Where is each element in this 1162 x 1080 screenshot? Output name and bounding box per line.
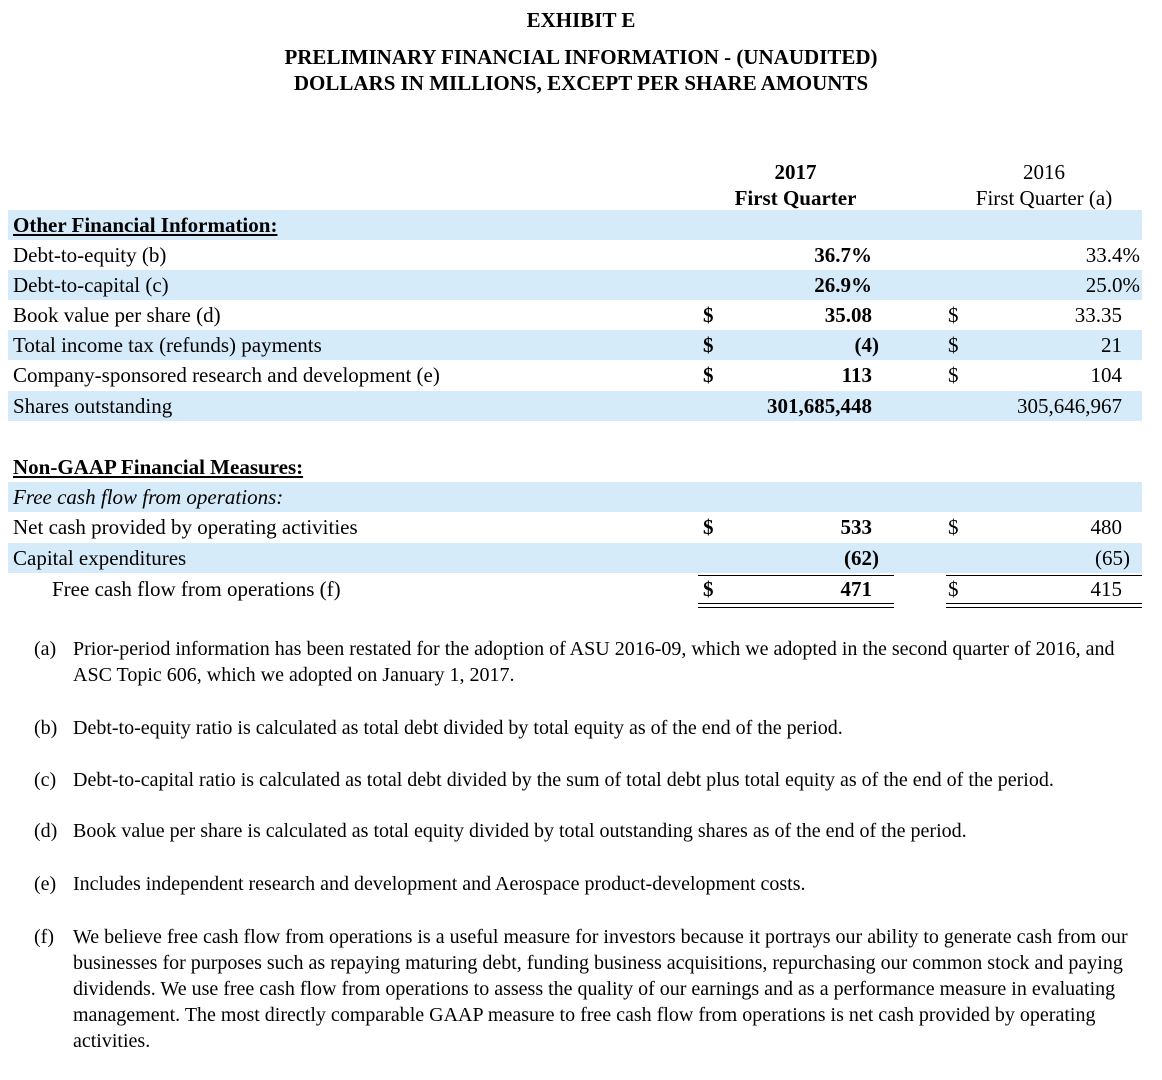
value-2017: 533: [840, 515, 872, 539]
report-title-line2: DOLLARS IN MILLIONS, EXCEPT PER SHARE AMOUNTS: [293, 71, 869, 95]
row-label: Free cash flow from operations (f): [52, 577, 341, 601]
table-row: [8, 543, 1142, 573]
value-2017: 471: [840, 577, 872, 601]
footnote: [34, 767, 1144, 793]
dollar-sign-2017: $: [703, 303, 714, 327]
value-2016: 415: [1090, 577, 1122, 601]
footnote: [34, 818, 1144, 844]
footnote-text: Includes independent research and development and Aerospace product-development costs.: [73, 873, 806, 895]
table-row: [8, 300, 1142, 330]
row-label: Debt-to-equity (b): [13, 243, 167, 267]
dollar-sign-2017: $: [703, 577, 714, 601]
value-2016: (65): [1095, 546, 1130, 570]
value-2017: 36.7%: [814, 243, 872, 267]
row-label: Shares outstanding: [13, 394, 173, 418]
subsection-header: [8, 482, 1142, 512]
column-header-2017: [698, 159, 893, 211]
section-header-other-financial: [8, 210, 1142, 240]
footnote-marker: (d): [34, 820, 58, 842]
footnote-text: Debt-to-capital ratio is calculated as total debt divided by the sum of total debt plus total equity as of the end of the period.: [73, 769, 1054, 791]
footnote: [34, 871, 1144, 897]
table-row: [8, 360, 1142, 390]
dollar-sign-2016: $: [948, 303, 959, 327]
column-year-2017: 2017: [774, 160, 817, 184]
section-title: Non-GAAP Financial Measures:: [13, 455, 304, 479]
dollar-sign-2017: $: [703, 363, 714, 387]
footnote-text: Debt-to-equity ratio is calculated as total debt divided by total equity as of the end of the period.: [73, 717, 843, 739]
row-label: Total income tax (refunds) payments: [13, 333, 322, 357]
total-double-rule-2017-top: [698, 603, 894, 604]
dollar-sign-2016: $: [948, 577, 959, 601]
column-year-2016: 2016: [1023, 160, 1065, 184]
value-2016: 25.0%: [1085, 273, 1140, 297]
column-period-2017: First Quarter: [735, 186, 857, 213]
footnote-marker: (e): [34, 873, 57, 895]
dollar-sign-2017: $: [703, 515, 714, 539]
table-row: [8, 330, 1142, 360]
total-double-rule-2016-top: [946, 603, 1142, 604]
value-2016: 480: [1090, 515, 1122, 539]
row-label: Company-sponsored research and development (e): [13, 363, 440, 387]
column-header-2016: [946, 159, 1142, 211]
footnote-marker: (a): [34, 638, 57, 660]
section-header-non-gaap: [8, 452, 1142, 482]
footnote-text: We believe free cash flow from operations is a useful measure for investors because it portrays our ability to generate cash from our businesses for purposes such as repaying maturing debt, funding business acquisitions, repurchasing our common stock and paying dividends. We use free cash flow from operations to assess the quality of our earnings and as a performance measure in evaluating management. The most directly comparable GAAP measure to free cash flow from operations is net cash provided by operating activities.: [73, 926, 1128, 1052]
value-2017: (62): [844, 546, 879, 570]
value-2017: 113: [841, 363, 872, 387]
row-label: Book value per share (d): [13, 303, 221, 327]
value-2017: 35.08: [824, 303, 872, 327]
table-row: [8, 512, 1142, 542]
table-row-total: [8, 574, 1142, 604]
footnote-text: Prior-period information has been restated for the adoption of ASU 2016-09, which we adopted in the second quarter of 2016, and ASC Topic 606, which we adopted on January 1, 2017.: [73, 638, 1115, 686]
table-row: [8, 270, 1142, 300]
value-2016: 305,646,967: [1017, 394, 1122, 418]
value-2017: (4): [854, 333, 879, 357]
dollar-sign-2016: $: [948, 333, 959, 357]
table-row: [8, 240, 1142, 270]
total-double-rule-2017-bottom: [698, 607, 894, 608]
dollar-sign-2017: $: [703, 333, 714, 357]
value-2016: 104: [1090, 363, 1122, 387]
table-row: [8, 391, 1142, 421]
dollar-sign-2016: $: [948, 363, 959, 387]
footnote: [34, 636, 1144, 688]
value-2017: 26.9%: [814, 273, 872, 297]
subsection-title: Free cash flow from operations:: [13, 485, 284, 509]
footnote-text: Book value per share is calculated as total equity divided by total outstanding shares as of the end of the period.: [73, 820, 967, 842]
footnote-marker: (c): [34, 769, 57, 791]
value-2016: 33.35: [1074, 303, 1122, 327]
footnote-marker: (f): [34, 926, 54, 948]
value-2016: 33.4%: [1085, 243, 1140, 267]
exhibit-title: EXHIBIT E: [526, 8, 636, 32]
report-title-line1: PRELIMINARY FINANCIAL INFORMATION - (UNAUDITED): [284, 45, 878, 69]
value-2016: 21: [1101, 333, 1122, 357]
footnote: [34, 924, 1144, 1054]
dollar-sign-2016: $: [948, 515, 959, 539]
total-double-rule-2016-bottom: [946, 607, 1142, 608]
column-period-2016: First Quarter (a): [976, 186, 1112, 213]
section-title: Other Financial Information:: [13, 213, 278, 237]
row-label: Net cash provided by operating activities: [13, 515, 358, 539]
row-label: Debt-to-capital (c): [13, 273, 169, 297]
footnote-marker: (b): [34, 717, 58, 739]
report-title: [0, 44, 1162, 96]
value-2017: 301,685,448: [767, 394, 872, 418]
row-label: Capital expenditures: [13, 546, 187, 570]
footnote: [34, 715, 1144, 741]
